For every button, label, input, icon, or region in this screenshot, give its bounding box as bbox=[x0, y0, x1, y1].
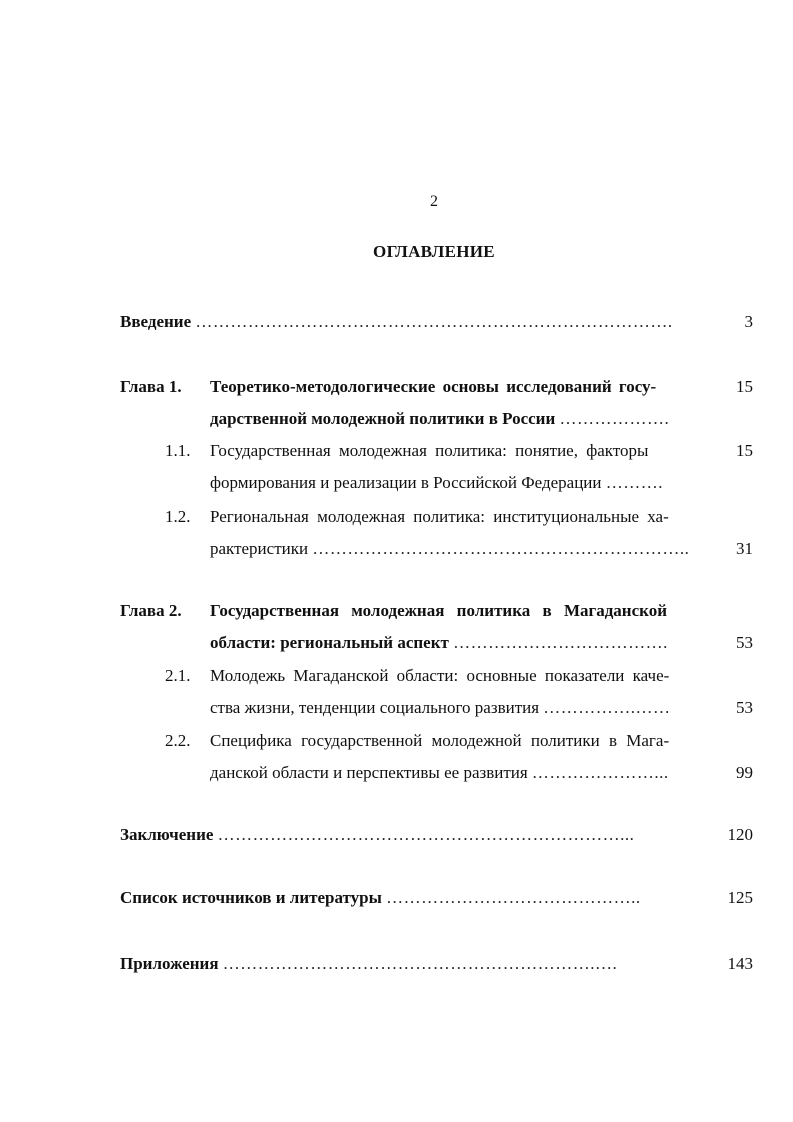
toc-section-number: 1.2. bbox=[165, 507, 191, 526]
toc-leader-dots: ………. bbox=[605, 473, 663, 492]
toc-entry-text-line2: данской области и перспективы ее развития bbox=[210, 763, 528, 782]
toc-page-number: 125 bbox=[727, 888, 753, 907]
toc-leader-dots: …………………... bbox=[531, 763, 669, 782]
toc-entry-text-line1: Государственная молодежная политика: понятие, факторы bbox=[210, 441, 649, 460]
toc-leader-dots: ……………………………………………………….…. bbox=[222, 954, 618, 973]
toc-leader-dots: …………………………………….. bbox=[386, 888, 641, 907]
toc-entry-text-line1: Государственная молодежная политика в Магаданской bbox=[210, 601, 668, 620]
toc-entry-label: Заключение bbox=[120, 825, 214, 844]
toc-entry-text-line1: Специфика государственной молодежной политики в Мага- bbox=[210, 731, 670, 750]
toc-entry-text-line2: дарственной молодежной политики в России bbox=[210, 409, 556, 428]
toc-page-number: 3 bbox=[744, 312, 753, 331]
toc-leader-dots: ……………………………………………………………... bbox=[217, 825, 635, 844]
toc-chapter-label: Глава 1. bbox=[120, 377, 182, 396]
toc-entry-text-line2: ства жизни, тенденции социального развития bbox=[210, 698, 540, 717]
toc-chapter-label: Глава 2. bbox=[120, 601, 182, 620]
toc-page-number: 99 bbox=[736, 763, 753, 782]
toc-entry-text-line1: Теоретико-методологические основы исследований госу- bbox=[210, 377, 657, 396]
toc-entry-text-line2: рактеристики bbox=[210, 539, 309, 558]
toc-page-number: 120 bbox=[727, 825, 753, 844]
toc-entry-text-line2: области: региональный аспект bbox=[210, 633, 449, 652]
toc-leader-dots: …………….…… bbox=[543, 698, 671, 717]
toc-page-number: 31 bbox=[736, 539, 753, 558]
toc-page-number: 53 bbox=[736, 633, 753, 652]
toc-page-number: 15 bbox=[736, 441, 753, 460]
toc-leader-dots: ………………………………. bbox=[453, 633, 668, 652]
toc-page-number: 53 bbox=[736, 698, 753, 717]
page-title: ОГЛАВЛЕНИЕ bbox=[373, 242, 495, 261]
page-number: 2 bbox=[430, 193, 438, 210]
toc-page-number: 15 bbox=[736, 377, 753, 396]
toc-section-number: 2.2. bbox=[165, 731, 191, 750]
toc-entry-label: Введение bbox=[120, 312, 192, 331]
toc-entry-text-line1: Региональная молодежная политика: институциональные ха- bbox=[210, 507, 669, 526]
toc-page-number: 143 bbox=[727, 954, 753, 973]
toc-section-number: 2.1. bbox=[165, 666, 191, 685]
toc-leader-dots: ………………………………………………………………………. bbox=[195, 312, 673, 331]
toc-entry-label: Приложения bbox=[120, 954, 219, 973]
toc-entry-label: Список источников и литературы bbox=[120, 888, 382, 907]
toc-leader-dots: ……………………………………………………….. bbox=[312, 539, 690, 558]
toc-entry-text-line2: формирования и реализации в Российской Федерации bbox=[210, 473, 602, 492]
toc-leader-dots: ………………. bbox=[559, 409, 670, 428]
toc-entry-text-line1: Молодежь Магаданской области: основные показатели каче- bbox=[210, 666, 670, 685]
toc-section-number: 1.1. bbox=[165, 441, 191, 460]
